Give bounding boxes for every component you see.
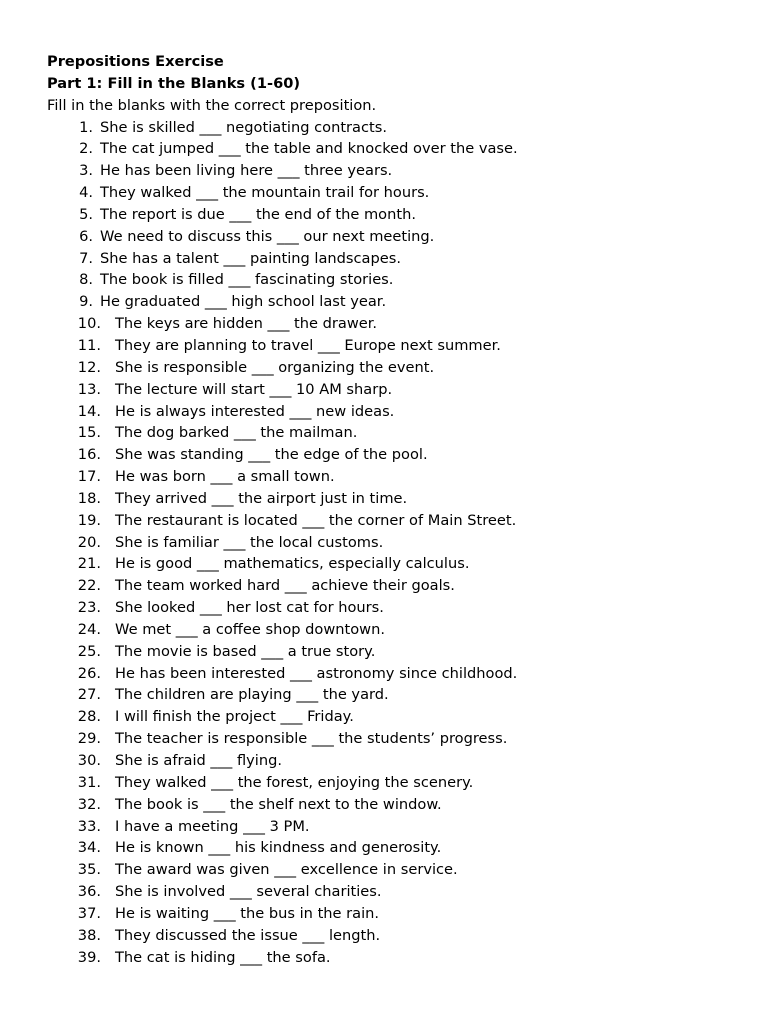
question-text: The book is filled ___ fascinating stories. [100, 271, 394, 289]
question-item [47, 248, 747, 270]
question-item [47, 641, 747, 663]
question-number: 2. [79, 140, 93, 158]
question-number: 38. [77, 926, 101, 944]
question-item [47, 728, 747, 750]
question-number: 4. [79, 184, 93, 202]
question-item [47, 794, 747, 816]
question-text: The book is ___ the shelf next to the window. [115, 795, 442, 813]
question-text: He is always interested ___ new ideas. [115, 402, 395, 420]
question-item [47, 488, 747, 510]
question-item [47, 903, 747, 925]
question-number: 10. [77, 315, 101, 333]
question-text: I have a meeting ___ 3 PM. [115, 817, 310, 835]
question-number: 24. [77, 620, 101, 638]
question-text: He has been interested ___ astronomy since childhood. [115, 664, 518, 682]
document-page [47, 51, 747, 968]
question-item [47, 335, 747, 357]
question-number: 1. [79, 118, 93, 136]
question-item [47, 816, 747, 838]
question-item [47, 117, 747, 139]
question-text: She is afraid ___ flying. [115, 752, 282, 769]
question-text: The dog barked ___ the mailman. [115, 424, 358, 442]
question-number: 32. [77, 795, 101, 813]
question-number: 23. [77, 599, 101, 617]
question-text: They discussed the issue ___ length. [115, 926, 381, 944]
question-item [47, 182, 747, 204]
question-item [47, 837, 747, 859]
question-text: The children are playing ___ the yard. [115, 686, 389, 704]
question-text: The cat is hiding ___ the sofa. [115, 948, 331, 966]
question-number: 36. [77, 883, 101, 901]
question-text: She is involved ___ several charities. [115, 883, 382, 901]
question-number: 26. [77, 664, 101, 682]
question-number: 22. [77, 577, 101, 595]
question-item [47, 925, 747, 947]
question-number: 9. [79, 293, 93, 311]
question-number: 19. [77, 511, 101, 529]
question-text: We met ___ a coffee shop downtown. [115, 620, 385, 638]
question-item [47, 706, 747, 728]
question-text: The cat jumped ___ the table and knocked over the vase. [100, 140, 518, 158]
question-text: They arrived ___ the airport just in time. [115, 489, 408, 507]
question-text: He is good ___ mathematics, especially calculus. [115, 555, 470, 573]
question-item [47, 575, 747, 597]
question-text: The keys are hidden ___ the drawer. [115, 315, 378, 333]
question-number: 27. [77, 686, 101, 704]
question-number: 33. [77, 817, 101, 835]
question-item [47, 859, 747, 881]
question-number: 8. [79, 271, 93, 289]
question-item [47, 772, 747, 794]
question-number: 29. [77, 730, 101, 748]
question-text: The team worked hard ___ achieve their goals. [115, 577, 455, 595]
question-number: 3. [79, 162, 93, 180]
question-number: 12. [77, 358, 101, 376]
question-item [47, 553, 747, 575]
question-number: 13. [77, 380, 101, 398]
question-text: The movie is based ___ a true story. [115, 642, 376, 660]
question-number: 11. [77, 336, 101, 354]
question-number: 15. [77, 424, 101, 442]
question-number: 17. [77, 468, 101, 486]
question-item [47, 532, 747, 554]
question-item [47, 684, 747, 706]
question-text: They walked ___ the mountain trail for hours. [100, 184, 430, 202]
question-list [47, 117, 747, 969]
question-number: 35. [77, 861, 101, 879]
question-item [47, 750, 747, 772]
question-item [47, 619, 747, 641]
question-item [47, 226, 747, 248]
question-number: 37. [77, 904, 101, 922]
question-item [47, 947, 747, 969]
question-item [47, 291, 747, 313]
question-number: 20. [77, 533, 101, 551]
question-text: The teacher is responsible ___ the students’ progress. [115, 730, 508, 748]
question-number: 14. [77, 402, 101, 420]
instructions: Fill in the blanks with the correct preposition. [47, 96, 377, 114]
question-item [47, 466, 747, 488]
question-item [47, 269, 747, 291]
question-number: 25. [77, 642, 101, 660]
question-text: We need to discuss this ___ our next meeting. [100, 227, 435, 245]
question-number: 31. [77, 773, 101, 791]
question-text: The lecture will start ___ 10 AM sharp. [115, 380, 393, 398]
question-text: I will finish the project ___ Friday. [115, 708, 354, 726]
question-text: She is familiar ___ the local customs. [115, 533, 384, 551]
question-number: 30. [77, 752, 101, 769]
question-text: They are planning to travel ___ Europe next summer. [115, 336, 501, 354]
question-text: She was standing ___ the edge of the pool. [115, 446, 428, 464]
question-text: He was born ___ a small town. [115, 468, 335, 486]
question-text: The restaurant is located ___ the corner of Main Street. [115, 511, 517, 529]
question-number: 16. [77, 446, 101, 464]
question-item [47, 401, 747, 423]
question-text: He is waiting ___ the bus in the rain. [115, 904, 380, 922]
question-text: The award was given ___ excellence in service. [115, 861, 458, 879]
question-item [47, 663, 747, 685]
question-text: He is known ___ his kindness and generosity. [115, 839, 442, 857]
question-number: 5. [79, 205, 93, 223]
question-text: He has been living here ___ three years. [100, 162, 393, 180]
question-text: She looked ___ her lost cat for hours. [115, 599, 384, 617]
question-text: She has a talent ___ painting landscapes. [100, 249, 401, 267]
question-number: 34. [77, 839, 101, 857]
question-number: 21. [77, 555, 101, 573]
question-text: He graduated ___ high school last year. [100, 293, 387, 311]
question-item [47, 444, 747, 466]
question-item [47, 597, 747, 619]
question-item [47, 422, 747, 444]
question-text: The report is due ___ the end of the month. [100, 205, 416, 223]
question-item [47, 379, 747, 401]
question-item [47, 138, 747, 160]
question-item [47, 313, 747, 335]
question-item [47, 510, 747, 532]
question-item [47, 357, 747, 379]
part-title: Part 1: Fill in the Blanks (1-60) [47, 74, 301, 92]
question-number: 6. [79, 227, 93, 245]
document-title: Prepositions Exercise [47, 53, 224, 70]
question-text: They walked ___ the forest, enjoying the scenery. [115, 773, 474, 791]
question-item [47, 160, 747, 182]
question-item [47, 881, 747, 903]
question-number: 18. [77, 489, 101, 507]
question-number: 7. [79, 249, 93, 267]
question-item [47, 204, 747, 226]
question-number: 28. [77, 708, 101, 726]
question-number: 39. [77, 948, 101, 966]
question-text: She is skilled ___ negotiating contracts. [100, 118, 387, 136]
question-text: She is responsible ___ organizing the event. [115, 358, 435, 376]
